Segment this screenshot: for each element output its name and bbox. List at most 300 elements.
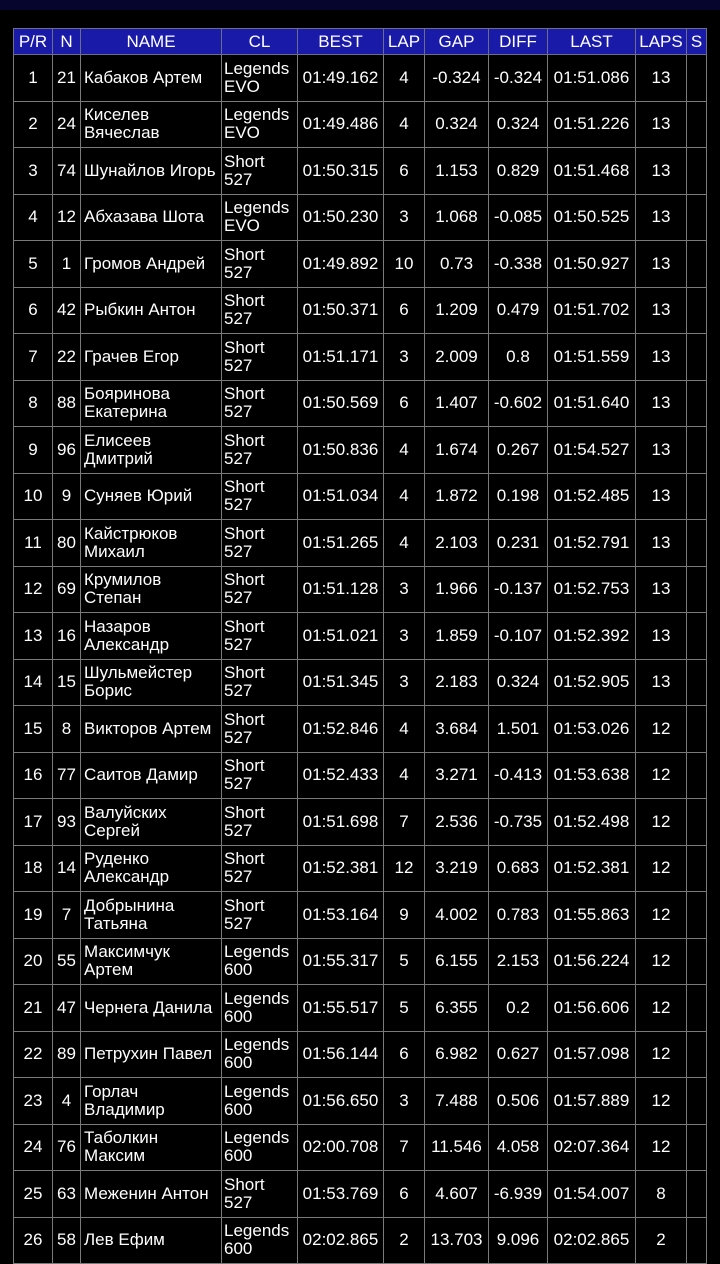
cell-car-number: 22 bbox=[53, 334, 81, 381]
cell-position: 20 bbox=[14, 938, 53, 985]
cell-class: Short 527 bbox=[222, 566, 298, 613]
cell-last-time: 01:57.889 bbox=[548, 1078, 636, 1125]
cell-gap: 1.674 bbox=[425, 427, 489, 474]
cell-best-time: 02:00.708 bbox=[298, 1124, 384, 1171]
cell-diff: -0.107 bbox=[489, 613, 548, 660]
cell-car-number: 1 bbox=[53, 241, 81, 288]
cell-best-time: 01:55.517 bbox=[298, 985, 384, 1032]
cell-position: 7 bbox=[14, 334, 53, 381]
cell-driver-name: Киселев Вячеслав bbox=[81, 101, 222, 148]
cell-laps: 12 bbox=[636, 752, 687, 799]
cell-class: Short 527 bbox=[222, 752, 298, 799]
cell-laps: 13 bbox=[636, 380, 687, 427]
cell-car-number: 58 bbox=[53, 1217, 81, 1264]
cell-car-number: 93 bbox=[53, 799, 81, 846]
cell-gap: 4.002 bbox=[425, 892, 489, 939]
cell-best-time: 01:51.171 bbox=[298, 334, 384, 381]
cell-last-time: 01:51.086 bbox=[548, 55, 636, 102]
cell-best-lap: 5 bbox=[384, 985, 425, 1032]
cell-best-lap: 7 bbox=[384, 799, 425, 846]
cell-s bbox=[687, 752, 707, 799]
table-row[interactable] bbox=[14, 1217, 707, 1264]
cell-last-time: 01:52.498 bbox=[548, 799, 636, 846]
cell-best-time: 01:56.144 bbox=[298, 1031, 384, 1078]
cell-s bbox=[687, 613, 707, 660]
cell-best-time: 01:53.164 bbox=[298, 892, 384, 939]
cell-laps: 13 bbox=[636, 55, 687, 102]
cell-best-lap: 3 bbox=[384, 1078, 425, 1125]
cell-position: 25 bbox=[14, 1171, 53, 1218]
cell-best-time: 01:49.162 bbox=[298, 55, 384, 102]
cell-class: Short 527 bbox=[222, 148, 298, 195]
cell-class: Legends 600 bbox=[222, 1124, 298, 1171]
cell-driver-name: Лев Ефим bbox=[81, 1217, 222, 1264]
table-row[interactable] bbox=[14, 1171, 707, 1218]
table-row[interactable] bbox=[14, 194, 707, 241]
cell-class: Short 527 bbox=[222, 799, 298, 846]
cell-position: 14 bbox=[14, 659, 53, 706]
cell-driver-name: Руденко Александр bbox=[81, 845, 222, 892]
cell-s bbox=[687, 799, 707, 846]
cell-gap: 1.153 bbox=[425, 148, 489, 195]
cell-last-time: 01:52.392 bbox=[548, 613, 636, 660]
cell-diff: 2.153 bbox=[489, 938, 548, 985]
cell-best-lap: 4 bbox=[384, 706, 425, 753]
cell-driver-name: Горлач Владимир bbox=[81, 1078, 222, 1125]
table-row[interactable] bbox=[14, 613, 707, 660]
cell-last-time: 01:51.702 bbox=[548, 287, 636, 334]
table-row[interactable] bbox=[14, 101, 707, 148]
cell-gap: 0.324 bbox=[425, 101, 489, 148]
cell-laps: 13 bbox=[636, 566, 687, 613]
table-row[interactable] bbox=[14, 287, 707, 334]
cell-gap: 6.982 bbox=[425, 1031, 489, 1078]
cell-best-lap: 3 bbox=[384, 613, 425, 660]
cell-position: 22 bbox=[14, 1031, 53, 1078]
cell-best-lap: 4 bbox=[384, 427, 425, 474]
cell-driver-name: Суняев Юрий bbox=[81, 473, 222, 520]
cell-laps: 12 bbox=[636, 892, 687, 939]
cell-class: Legends EVO bbox=[222, 101, 298, 148]
cell-best-time: 01:51.034 bbox=[298, 473, 384, 520]
cell-class: Short 527 bbox=[222, 520, 298, 567]
cell-car-number: 14 bbox=[53, 845, 81, 892]
cell-car-number: 7 bbox=[53, 892, 81, 939]
cell-best-time: 01:56.650 bbox=[298, 1078, 384, 1125]
cell-s bbox=[687, 1171, 707, 1218]
header-lap[interactable]: LAP bbox=[384, 29, 425, 55]
cell-laps: 12 bbox=[636, 845, 687, 892]
cell-s bbox=[687, 241, 707, 288]
header-s[interactable]: S bbox=[687, 29, 707, 55]
cell-s bbox=[687, 845, 707, 892]
cell-s bbox=[687, 1217, 707, 1264]
cell-last-time: 01:52.381 bbox=[548, 845, 636, 892]
cell-best-lap: 9 bbox=[384, 892, 425, 939]
cell-car-number: 12 bbox=[53, 194, 81, 241]
top-status-bar bbox=[0, 0, 720, 10]
cell-position: 12 bbox=[14, 566, 53, 613]
header-laps[interactable]: LAPS bbox=[636, 29, 687, 55]
cell-driver-name: Крумилов Степан bbox=[81, 566, 222, 613]
table-row[interactable] bbox=[14, 427, 707, 474]
cell-class: Short 527 bbox=[222, 892, 298, 939]
table-row[interactable] bbox=[14, 566, 707, 613]
cell-position: 11 bbox=[14, 520, 53, 567]
cell-s bbox=[687, 938, 707, 985]
table-row[interactable] bbox=[14, 1124, 707, 1171]
cell-car-number: 16 bbox=[53, 613, 81, 660]
cell-last-time: 01:51.640 bbox=[548, 380, 636, 427]
cell-best-lap: 4 bbox=[384, 473, 425, 520]
table-header-row bbox=[14, 29, 707, 55]
cell-car-number: 77 bbox=[53, 752, 81, 799]
cell-diff: -0.324 bbox=[489, 55, 548, 102]
cell-car-number: 69 bbox=[53, 566, 81, 613]
cell-diff: -0.137 bbox=[489, 566, 548, 613]
cell-diff: -0.413 bbox=[489, 752, 548, 799]
cell-last-time: 01:57.098 bbox=[548, 1031, 636, 1078]
results-table bbox=[13, 28, 707, 1264]
cell-gap: 6.155 bbox=[425, 938, 489, 985]
cell-laps: 13 bbox=[636, 473, 687, 520]
cell-best-time: 01:49.486 bbox=[298, 101, 384, 148]
cell-laps: 13 bbox=[636, 101, 687, 148]
cell-driver-name: Кабаков Артем bbox=[81, 55, 222, 102]
cell-s bbox=[687, 101, 707, 148]
cell-driver-name: Грачев Егор bbox=[81, 334, 222, 381]
header-class[interactable]: CL bbox=[222, 29, 298, 55]
cell-best-time: 01:51.021 bbox=[298, 613, 384, 660]
cell-laps: 12 bbox=[636, 1078, 687, 1125]
cell-best-lap: 4 bbox=[384, 55, 425, 102]
cell-position: 5 bbox=[14, 241, 53, 288]
cell-driver-name: Чернега Данила bbox=[81, 985, 222, 1032]
table-row[interactable] bbox=[14, 938, 707, 985]
header-gap[interactable]: GAP bbox=[425, 29, 489, 55]
cell-last-time: 01:56.606 bbox=[548, 985, 636, 1032]
cell-diff: 0.324 bbox=[489, 659, 548, 706]
cell-best-lap: 6 bbox=[384, 287, 425, 334]
cell-driver-name: Добрынина Татьяна bbox=[81, 892, 222, 939]
cell-driver-name: Шунайлов Игорь bbox=[81, 148, 222, 195]
table-row[interactable] bbox=[14, 520, 707, 567]
cell-diff: 0.8 bbox=[489, 334, 548, 381]
cell-gap: 7.488 bbox=[425, 1078, 489, 1125]
cell-s bbox=[687, 1031, 707, 1078]
cell-last-time: 02:02.865 bbox=[548, 1217, 636, 1264]
table-row[interactable] bbox=[14, 892, 707, 939]
cell-gap: 13.703 bbox=[425, 1217, 489, 1264]
cell-car-number: 47 bbox=[53, 985, 81, 1032]
cell-diff: 0.198 bbox=[489, 473, 548, 520]
cell-car-number: 63 bbox=[53, 1171, 81, 1218]
cell-class: Legends 600 bbox=[222, 1217, 298, 1264]
cell-diff: 0.783 bbox=[489, 892, 548, 939]
cell-best-lap: 6 bbox=[384, 1171, 425, 1218]
header-name[interactable]: NAME bbox=[81, 29, 222, 55]
header-pos[interactable]: P/R bbox=[14, 29, 53, 55]
cell-class: Legends 600 bbox=[222, 985, 298, 1032]
cell-position: 18 bbox=[14, 845, 53, 892]
cell-driver-name: Назаров Александр bbox=[81, 613, 222, 660]
cell-best-time: 02:02.865 bbox=[298, 1217, 384, 1264]
cell-car-number: 4 bbox=[53, 1078, 81, 1125]
cell-s bbox=[687, 287, 707, 334]
cell-driver-name: Саитов Дамир bbox=[81, 752, 222, 799]
cell-class: Legends 600 bbox=[222, 1031, 298, 1078]
cell-driver-name: Таболкин Максим bbox=[81, 1124, 222, 1171]
cell-last-time: 01:56.224 bbox=[548, 938, 636, 985]
cell-s bbox=[687, 194, 707, 241]
cell-driver-name: Максимчук Артем bbox=[81, 938, 222, 985]
table-row[interactable] bbox=[14, 845, 707, 892]
cell-best-time: 01:52.381 bbox=[298, 845, 384, 892]
cell-last-time: 01:52.905 bbox=[548, 659, 636, 706]
cell-laps: 12 bbox=[636, 799, 687, 846]
cell-class: Short 527 bbox=[222, 473, 298, 520]
cell-position: 17 bbox=[14, 799, 53, 846]
table-row[interactable] bbox=[14, 752, 707, 799]
cell-best-lap: 3 bbox=[384, 659, 425, 706]
cell-best-lap: 6 bbox=[384, 1031, 425, 1078]
cell-diff: 9.096 bbox=[489, 1217, 548, 1264]
cell-class: Short 527 bbox=[222, 287, 298, 334]
cell-gap: 1.407 bbox=[425, 380, 489, 427]
cell-car-number: 76 bbox=[53, 1124, 81, 1171]
cell-position: 13 bbox=[14, 613, 53, 660]
table-row[interactable] bbox=[14, 241, 707, 288]
cell-position: 19 bbox=[14, 892, 53, 939]
cell-last-time: 01:50.525 bbox=[548, 194, 636, 241]
cell-s bbox=[687, 1078, 707, 1125]
cell-position: 8 bbox=[14, 380, 53, 427]
cell-s bbox=[687, 334, 707, 381]
cell-position: 16 bbox=[14, 752, 53, 799]
cell-best-time: 01:50.836 bbox=[298, 427, 384, 474]
cell-s bbox=[687, 706, 707, 753]
cell-best-time: 01:51.265 bbox=[298, 520, 384, 567]
cell-laps: 2 bbox=[636, 1217, 687, 1264]
cell-laps: 13 bbox=[636, 613, 687, 660]
cell-best-time: 01:52.433 bbox=[298, 752, 384, 799]
cell-class: Legends EVO bbox=[222, 194, 298, 241]
cell-diff: -0.085 bbox=[489, 194, 548, 241]
table-row[interactable] bbox=[14, 380, 707, 427]
cell-s bbox=[687, 659, 707, 706]
cell-laps: 13 bbox=[636, 520, 687, 567]
cell-last-time: 01:53.026 bbox=[548, 706, 636, 753]
table-row[interactable] bbox=[14, 985, 707, 1032]
cell-best-time: 01:53.769 bbox=[298, 1171, 384, 1218]
cell-class: Short 527 bbox=[222, 659, 298, 706]
cell-gap: 3.271 bbox=[425, 752, 489, 799]
cell-gap: 2.183 bbox=[425, 659, 489, 706]
cell-last-time: 01:54.007 bbox=[548, 1171, 636, 1218]
table-row[interactable] bbox=[14, 334, 707, 381]
cell-best-lap: 3 bbox=[384, 194, 425, 241]
cell-s bbox=[687, 892, 707, 939]
cell-s bbox=[687, 427, 707, 474]
cell-diff: 0.324 bbox=[489, 101, 548, 148]
cell-best-time: 01:51.698 bbox=[298, 799, 384, 846]
cell-driver-name: Викторов Артем bbox=[81, 706, 222, 753]
cell-last-time: 01:51.226 bbox=[548, 101, 636, 148]
cell-s bbox=[687, 566, 707, 613]
cell-laps: 13 bbox=[636, 241, 687, 288]
cell-diff: -0.338 bbox=[489, 241, 548, 288]
cell-s bbox=[687, 985, 707, 1032]
cell-best-lap: 10 bbox=[384, 241, 425, 288]
cell-position: 24 bbox=[14, 1124, 53, 1171]
cell-gap: 1.068 bbox=[425, 194, 489, 241]
cell-diff: 0.506 bbox=[489, 1078, 548, 1125]
table-row[interactable] bbox=[14, 1078, 707, 1125]
cell-diff: -6.939 bbox=[489, 1171, 548, 1218]
table-row[interactable] bbox=[14, 799, 707, 846]
header-best[interactable]: BEST bbox=[298, 29, 384, 55]
cell-driver-name: Петрухин Павел bbox=[81, 1031, 222, 1078]
cell-gap: 6.355 bbox=[425, 985, 489, 1032]
cell-gap: 1.872 bbox=[425, 473, 489, 520]
cell-last-time: 02:07.364 bbox=[548, 1124, 636, 1171]
table-row[interactable] bbox=[14, 659, 707, 706]
cell-last-time: 01:52.485 bbox=[548, 473, 636, 520]
cell-car-number: 88 bbox=[53, 380, 81, 427]
header-number[interactable]: N bbox=[53, 29, 81, 55]
table-row[interactable] bbox=[14, 706, 707, 753]
cell-driver-name: Шульмейстер Борис bbox=[81, 659, 222, 706]
cell-laps: 8 bbox=[636, 1171, 687, 1218]
cell-laps: 12 bbox=[636, 1124, 687, 1171]
cell-position: 9 bbox=[14, 427, 53, 474]
cell-gap: 0.73 bbox=[425, 241, 489, 288]
cell-diff: 0.829 bbox=[489, 148, 548, 195]
cell-best-lap: 2 bbox=[384, 1217, 425, 1264]
cell-car-number: 15 bbox=[53, 659, 81, 706]
cell-last-time: 01:52.791 bbox=[548, 520, 636, 567]
cell-class: Short 527 bbox=[222, 380, 298, 427]
cell-car-number: 21 bbox=[53, 55, 81, 102]
cell-best-lap: 6 bbox=[384, 148, 425, 195]
cell-driver-name: Елисеев Дмитрий bbox=[81, 427, 222, 474]
cell-diff: -0.735 bbox=[489, 799, 548, 846]
cell-s bbox=[687, 55, 707, 102]
cell-laps: 13 bbox=[636, 287, 687, 334]
cell-diff: 0.267 bbox=[489, 427, 548, 474]
cell-best-time: 01:50.230 bbox=[298, 194, 384, 241]
cell-s bbox=[687, 380, 707, 427]
cell-laps: 13 bbox=[636, 194, 687, 241]
header-last[interactable]: LAST bbox=[548, 29, 636, 55]
cell-diff: 0.2 bbox=[489, 985, 548, 1032]
cell-driver-name: Громов Андрей bbox=[81, 241, 222, 288]
cell-best-time: 01:52.846 bbox=[298, 706, 384, 753]
cell-car-number: 55 bbox=[53, 938, 81, 985]
cell-car-number: 89 bbox=[53, 1031, 81, 1078]
cell-laps: 12 bbox=[636, 706, 687, 753]
cell-gap: 11.546 bbox=[425, 1124, 489, 1171]
cell-class: Short 527 bbox=[222, 613, 298, 660]
cell-class: Short 527 bbox=[222, 706, 298, 753]
cell-car-number: 42 bbox=[53, 287, 81, 334]
cell-gap: -0.324 bbox=[425, 55, 489, 102]
cell-s bbox=[687, 520, 707, 567]
cell-driver-name: Валуйских Сергей bbox=[81, 799, 222, 846]
cell-best-lap: 3 bbox=[384, 566, 425, 613]
cell-best-time: 01:49.892 bbox=[298, 241, 384, 288]
cell-gap: 3.219 bbox=[425, 845, 489, 892]
cell-s bbox=[687, 473, 707, 520]
cell-car-number: 8 bbox=[53, 706, 81, 753]
cell-driver-name: Бояринова Екатерина bbox=[81, 380, 222, 427]
cell-laps: 13 bbox=[636, 334, 687, 381]
cell-car-number: 24 bbox=[53, 101, 81, 148]
cell-gap: 1.209 bbox=[425, 287, 489, 334]
cell-position: 3 bbox=[14, 148, 53, 195]
cell-gap: 4.607 bbox=[425, 1171, 489, 1218]
table-row[interactable] bbox=[14, 55, 707, 102]
cell-position: 15 bbox=[14, 706, 53, 753]
cell-class: Legends 600 bbox=[222, 938, 298, 985]
cell-best-lap: 7 bbox=[384, 1124, 425, 1171]
header-diff[interactable]: DIFF bbox=[489, 29, 548, 55]
cell-best-lap: 4 bbox=[384, 752, 425, 799]
cell-class: Short 527 bbox=[222, 1171, 298, 1218]
cell-diff: 1.501 bbox=[489, 706, 548, 753]
cell-best-time: 01:51.128 bbox=[298, 566, 384, 613]
cell-laps: 13 bbox=[636, 427, 687, 474]
cell-best-lap: 12 bbox=[384, 845, 425, 892]
cell-diff: 0.683 bbox=[489, 845, 548, 892]
table-row[interactable] bbox=[14, 148, 707, 195]
cell-position: 2 bbox=[14, 101, 53, 148]
cell-last-time: 01:50.927 bbox=[548, 241, 636, 288]
cell-best-lap: 5 bbox=[384, 938, 425, 985]
cell-laps: 12 bbox=[636, 985, 687, 1032]
cell-best-lap: 3 bbox=[384, 334, 425, 381]
table-row[interactable] bbox=[14, 473, 707, 520]
cell-driver-name: Кайстрюков Михаил bbox=[81, 520, 222, 567]
cell-diff: 4.058 bbox=[489, 1124, 548, 1171]
cell-last-time: 01:52.753 bbox=[548, 566, 636, 613]
cell-s bbox=[687, 1124, 707, 1171]
cell-class: Short 527 bbox=[222, 334, 298, 381]
cell-diff: -0.602 bbox=[489, 380, 548, 427]
cell-gap: 1.966 bbox=[425, 566, 489, 613]
cell-last-time: 01:55.863 bbox=[548, 892, 636, 939]
cell-driver-name: Меженин Антон bbox=[81, 1171, 222, 1218]
cell-best-time: 01:51.345 bbox=[298, 659, 384, 706]
cell-driver-name: Рыбкин Антон bbox=[81, 287, 222, 334]
cell-position: 6 bbox=[14, 287, 53, 334]
table-row[interactable] bbox=[14, 1031, 707, 1078]
cell-last-time: 01:53.638 bbox=[548, 752, 636, 799]
cell-class: Short 527 bbox=[222, 427, 298, 474]
cell-class: Short 527 bbox=[222, 241, 298, 288]
cell-best-time: 01:50.315 bbox=[298, 148, 384, 195]
cell-position: 21 bbox=[14, 985, 53, 1032]
cell-laps: 12 bbox=[636, 1031, 687, 1078]
cell-diff: 0.231 bbox=[489, 520, 548, 567]
cell-car-number: 96 bbox=[53, 427, 81, 474]
cell-best-time: 01:50.569 bbox=[298, 380, 384, 427]
cell-class: Legends 600 bbox=[222, 1078, 298, 1125]
cell-class: Short 527 bbox=[222, 845, 298, 892]
cell-diff: 0.479 bbox=[489, 287, 548, 334]
cell-last-time: 01:54.527 bbox=[548, 427, 636, 474]
cell-diff: 0.627 bbox=[489, 1031, 548, 1078]
